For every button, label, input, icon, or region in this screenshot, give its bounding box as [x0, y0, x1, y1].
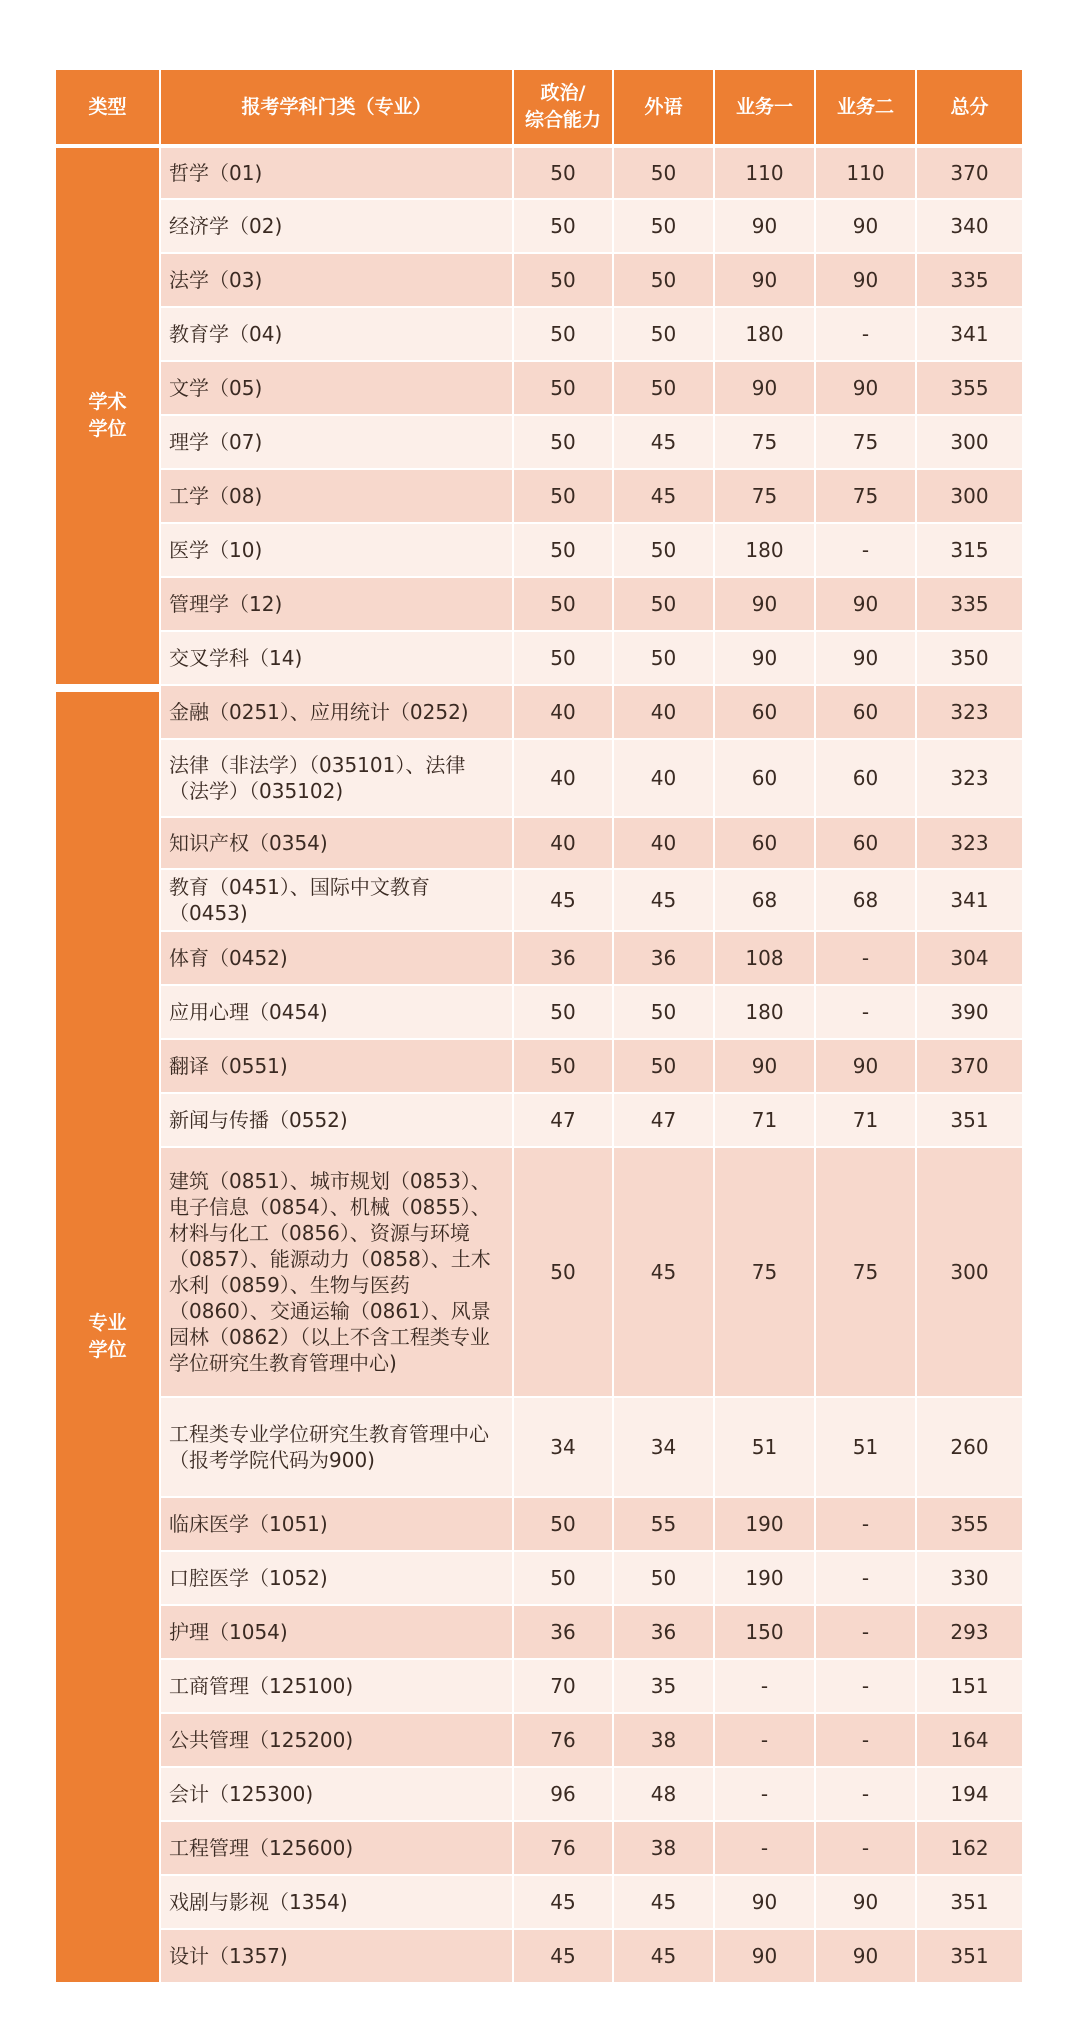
politics-cell: 50 [514, 362, 614, 416]
course2-cell: - [816, 1768, 917, 1822]
politics-cell: 36 [514, 1606, 614, 1660]
total-cell: 330 [917, 1552, 1022, 1606]
subject-cell: 工程管理（125600) [161, 1822, 514, 1876]
subject-cell: 设计（1357) [161, 1930, 514, 1984]
course1-cell: 60 [715, 818, 816, 870]
politics-cell: 40 [514, 686, 614, 740]
politics-cell: 47 [514, 1094, 614, 1148]
table-row [56, 932, 1022, 986]
politics-cell: 45 [514, 1876, 614, 1930]
total-cell: 151 [917, 1660, 1022, 1714]
language-cell: 55 [614, 1498, 715, 1552]
politics-cell: 50 [514, 470, 614, 524]
table-row [56, 254, 1022, 308]
politics-cell: 50 [514, 148, 614, 200]
total-cell: 194 [917, 1768, 1022, 1822]
subject-cell: 理学（07) [161, 416, 514, 470]
course1-cell: - [715, 1822, 816, 1876]
table-row [56, 632, 1022, 686]
course1-cell: 60 [715, 686, 816, 740]
table-row [56, 1552, 1022, 1606]
total-cell: 323 [917, 818, 1022, 870]
table-row [56, 308, 1022, 362]
subject-cell: 法学（03) [161, 254, 514, 308]
score-table-container [56, 70, 1022, 1984]
politics-cell: 76 [514, 1822, 614, 1876]
course1-cell: 68 [715, 870, 816, 932]
total-cell: 304 [917, 932, 1022, 986]
category-cell [56, 686, 161, 1984]
course1-cell: 90 [715, 632, 816, 686]
politics-cell: 50 [514, 1148, 614, 1398]
course2-cell: 90 [816, 200, 917, 254]
subject-cell: 戏剧与影视（1354) [161, 1876, 514, 1930]
header-type: 类型 [56, 70, 161, 148]
header-total: 总分 [917, 70, 1022, 148]
total-cell: 355 [917, 1498, 1022, 1552]
total-cell: 355 [917, 362, 1022, 416]
total-cell: 390 [917, 986, 1022, 1040]
category-label: 专业 学位 [88, 1312, 127, 1361]
course2-cell: - [816, 1822, 917, 1876]
total-cell: 370 [917, 1040, 1022, 1094]
total-cell: 323 [917, 740, 1022, 818]
subject-cell: 护理（1054) [161, 1606, 514, 1660]
politics-cell: 45 [514, 870, 614, 932]
course2-cell: 60 [816, 740, 917, 818]
course2-cell: - [816, 1660, 917, 1714]
language-cell: 50 [614, 1040, 715, 1094]
subject-cell: 文学（05) [161, 362, 514, 416]
language-cell: 50 [614, 308, 715, 362]
table-row [56, 1398, 1022, 1498]
politics-cell: 36 [514, 932, 614, 986]
course1-cell: 90 [715, 1930, 816, 1984]
course2-cell: 75 [816, 416, 917, 470]
course1-cell: 110 [715, 148, 816, 200]
language-cell: 50 [614, 254, 715, 308]
table-row [56, 148, 1022, 200]
table-row [56, 362, 1022, 416]
table-row [56, 870, 1022, 932]
course2-cell: - [816, 1714, 917, 1768]
table-row [56, 1768, 1022, 1822]
header-subject: 报考学科门类（专业） [161, 70, 514, 148]
course2-cell: 90 [816, 632, 917, 686]
total-cell: 351 [917, 1876, 1022, 1930]
subject-cell: 教育（0451）、国际中文教育（0453) [161, 870, 514, 932]
course2-cell: - [816, 1498, 917, 1552]
course2-cell: - [816, 986, 917, 1040]
total-cell: 300 [917, 1148, 1022, 1398]
course1-cell: 180 [715, 308, 816, 362]
total-cell: 164 [917, 1714, 1022, 1768]
language-cell: 50 [614, 578, 715, 632]
politics-cell: 45 [514, 1930, 614, 1984]
politics-cell: 34 [514, 1398, 614, 1498]
course2-cell: - [816, 932, 917, 986]
table-row [56, 470, 1022, 524]
total-cell: 293 [917, 1606, 1022, 1660]
subject-cell: 法律（非法学）（035101）、法律（法学）（035102) [161, 740, 514, 818]
subject-cell: 知识产权（0354) [161, 818, 514, 870]
total-cell: 300 [917, 416, 1022, 470]
language-cell: 45 [614, 1930, 715, 1984]
subject-cell: 管理学（12) [161, 578, 514, 632]
course1-cell: 150 [715, 1606, 816, 1660]
course2-cell: - [816, 1606, 917, 1660]
language-cell: 45 [614, 470, 715, 524]
header-politics: 政治/ 综合能力 [514, 70, 614, 148]
subject-cell: 体育（0452) [161, 932, 514, 986]
language-cell: 40 [614, 740, 715, 818]
course1-cell: 180 [715, 524, 816, 578]
category-cell [56, 148, 161, 686]
subject-cell: 新闻与传播（0552) [161, 1094, 514, 1148]
subject-cell: 医学（10) [161, 524, 514, 578]
language-cell: 45 [614, 870, 715, 932]
course1-cell: 75 [715, 470, 816, 524]
politics-cell: 50 [514, 254, 614, 308]
language-cell: 40 [614, 686, 715, 740]
score-table [56, 70, 1022, 1984]
course2-cell: 60 [816, 686, 917, 740]
politics-cell: 50 [514, 308, 614, 362]
table-row [56, 1498, 1022, 1552]
subject-cell: 工程类专业学位研究生教育管理中心（报考学院代码为900) [161, 1398, 514, 1498]
course1-cell: 108 [715, 932, 816, 986]
politics-cell: 50 [514, 578, 614, 632]
total-cell: 351 [917, 1930, 1022, 1984]
table-row [56, 1148, 1022, 1398]
table-row [56, 1714, 1022, 1768]
subject-cell: 哲学（01) [161, 148, 514, 200]
table-row [56, 1660, 1022, 1714]
subject-cell: 交叉学科（14) [161, 632, 514, 686]
subject-cell: 教育学（04) [161, 308, 514, 362]
table-row [56, 818, 1022, 870]
course2-cell: 71 [816, 1094, 917, 1148]
course2-cell: 51 [816, 1398, 917, 1498]
total-cell: 300 [917, 470, 1022, 524]
course1-cell: 60 [715, 740, 816, 818]
total-cell: 350 [917, 632, 1022, 686]
table-row [56, 986, 1022, 1040]
language-cell: 50 [614, 362, 715, 416]
course1-cell: 75 [715, 416, 816, 470]
course1-cell: 71 [715, 1094, 816, 1148]
course1-cell: 90 [715, 254, 816, 308]
course2-cell: - [816, 1552, 917, 1606]
politics-cell: 76 [514, 1714, 614, 1768]
total-cell: 370 [917, 148, 1022, 200]
course2-cell: 60 [816, 818, 917, 870]
table-row [56, 1606, 1022, 1660]
total-cell: 340 [917, 200, 1022, 254]
language-cell: 50 [614, 524, 715, 578]
language-cell: 34 [614, 1398, 715, 1498]
total-cell: 323 [917, 686, 1022, 740]
politics-cell: 50 [514, 1498, 614, 1552]
table-row [56, 1094, 1022, 1148]
course1-cell: 75 [715, 1148, 816, 1398]
course1-cell: 180 [715, 986, 816, 1040]
politics-cell: 96 [514, 1768, 614, 1822]
language-cell: 50 [614, 148, 715, 200]
course2-cell: 90 [816, 578, 917, 632]
table-row [56, 1822, 1022, 1876]
language-cell: 38 [614, 1822, 715, 1876]
course1-cell: - [715, 1714, 816, 1768]
table-row [56, 416, 1022, 470]
subject-cell: 临床医学（1051) [161, 1498, 514, 1552]
header-course2: 业务二 [816, 70, 917, 148]
language-cell: 50 [614, 200, 715, 254]
course1-cell: - [715, 1660, 816, 1714]
subject-cell: 经济学（02) [161, 200, 514, 254]
table-row [56, 200, 1022, 254]
language-cell: 45 [614, 1876, 715, 1930]
language-cell: 50 [614, 1552, 715, 1606]
table-row [56, 1040, 1022, 1094]
course2-cell: 68 [816, 870, 917, 932]
language-cell: 45 [614, 1148, 715, 1398]
table-row [56, 1930, 1022, 1984]
course2-cell: 90 [816, 1040, 917, 1094]
language-cell: 36 [614, 1606, 715, 1660]
total-cell: 162 [917, 1822, 1022, 1876]
course1-cell: - [715, 1768, 816, 1822]
table-row [56, 524, 1022, 578]
total-cell: 341 [917, 870, 1022, 932]
course1-cell: 51 [715, 1398, 816, 1498]
language-cell: 50 [614, 986, 715, 1040]
header-row [56, 70, 1022, 148]
politics-cell: 50 [514, 986, 614, 1040]
total-cell: 351 [917, 1094, 1022, 1148]
politics-cell: 50 [514, 524, 614, 578]
total-cell: 315 [917, 524, 1022, 578]
subject-cell: 应用心理（0454) [161, 986, 514, 1040]
course1-cell: 90 [715, 362, 816, 416]
course2-cell: 75 [816, 1148, 917, 1398]
politics-cell: 50 [514, 200, 614, 254]
table-row [56, 578, 1022, 632]
course2-cell: 90 [816, 1876, 917, 1930]
language-cell: 38 [614, 1714, 715, 1768]
course2-cell: 90 [816, 362, 917, 416]
course1-cell: 90 [715, 200, 816, 254]
politics-cell: 40 [514, 740, 614, 818]
language-cell: 48 [614, 1768, 715, 1822]
politics-cell: 40 [514, 818, 614, 870]
course1-cell: 90 [715, 1040, 816, 1094]
table-row [56, 1876, 1022, 1930]
subject-cell: 翻译（0551) [161, 1040, 514, 1094]
language-cell: 40 [614, 818, 715, 870]
course1-cell: 190 [715, 1498, 816, 1552]
course1-cell: 190 [715, 1552, 816, 1606]
course2-cell: 110 [816, 148, 917, 200]
subject-cell: 工学（08) [161, 470, 514, 524]
politics-cell: 50 [514, 1552, 614, 1606]
course2-cell: 90 [816, 254, 917, 308]
politics-cell: 50 [514, 416, 614, 470]
category-label: 学术 学位 [88, 391, 127, 440]
total-cell: 260 [917, 1398, 1022, 1498]
subject-cell: 建筑（0851）、城市规划（0853）、电子信息（0854）、机械（0855）、材料与化工（0856）、资源与环境（0857）、能源动力（0858）、土木水利（0859）、生物与医药（0860）、交通运输（0861）、风景园林（0862）（以上不含工程类专业学位研究生教育管理中心) [161, 1148, 514, 1398]
total-cell: 335 [917, 254, 1022, 308]
total-cell: 341 [917, 308, 1022, 362]
language-cell: 47 [614, 1094, 715, 1148]
course2-cell: - [816, 308, 917, 362]
table-row [56, 740, 1022, 818]
subject-cell: 金融（0251）、应用统计（0252) [161, 686, 514, 740]
subject-cell: 会计（125300) [161, 1768, 514, 1822]
language-cell: 50 [614, 632, 715, 686]
course1-cell: 90 [715, 1876, 816, 1930]
course2-cell: 90 [816, 1930, 917, 1984]
subject-cell: 公共管理（125200) [161, 1714, 514, 1768]
course2-cell: 75 [816, 470, 917, 524]
course1-cell: 90 [715, 578, 816, 632]
subject-cell: 口腔医学（1052) [161, 1552, 514, 1606]
header-language: 外语 [614, 70, 715, 148]
subject-cell: 工商管理（125100) [161, 1660, 514, 1714]
table-row [56, 686, 1022, 740]
language-cell: 35 [614, 1660, 715, 1714]
total-cell: 335 [917, 578, 1022, 632]
header-course1: 业务一 [715, 70, 816, 148]
language-cell: 45 [614, 416, 715, 470]
language-cell: 36 [614, 932, 715, 986]
politics-cell: 50 [514, 1040, 614, 1094]
course2-cell: - [816, 524, 917, 578]
politics-cell: 50 [514, 632, 614, 686]
politics-cell: 70 [514, 1660, 614, 1714]
